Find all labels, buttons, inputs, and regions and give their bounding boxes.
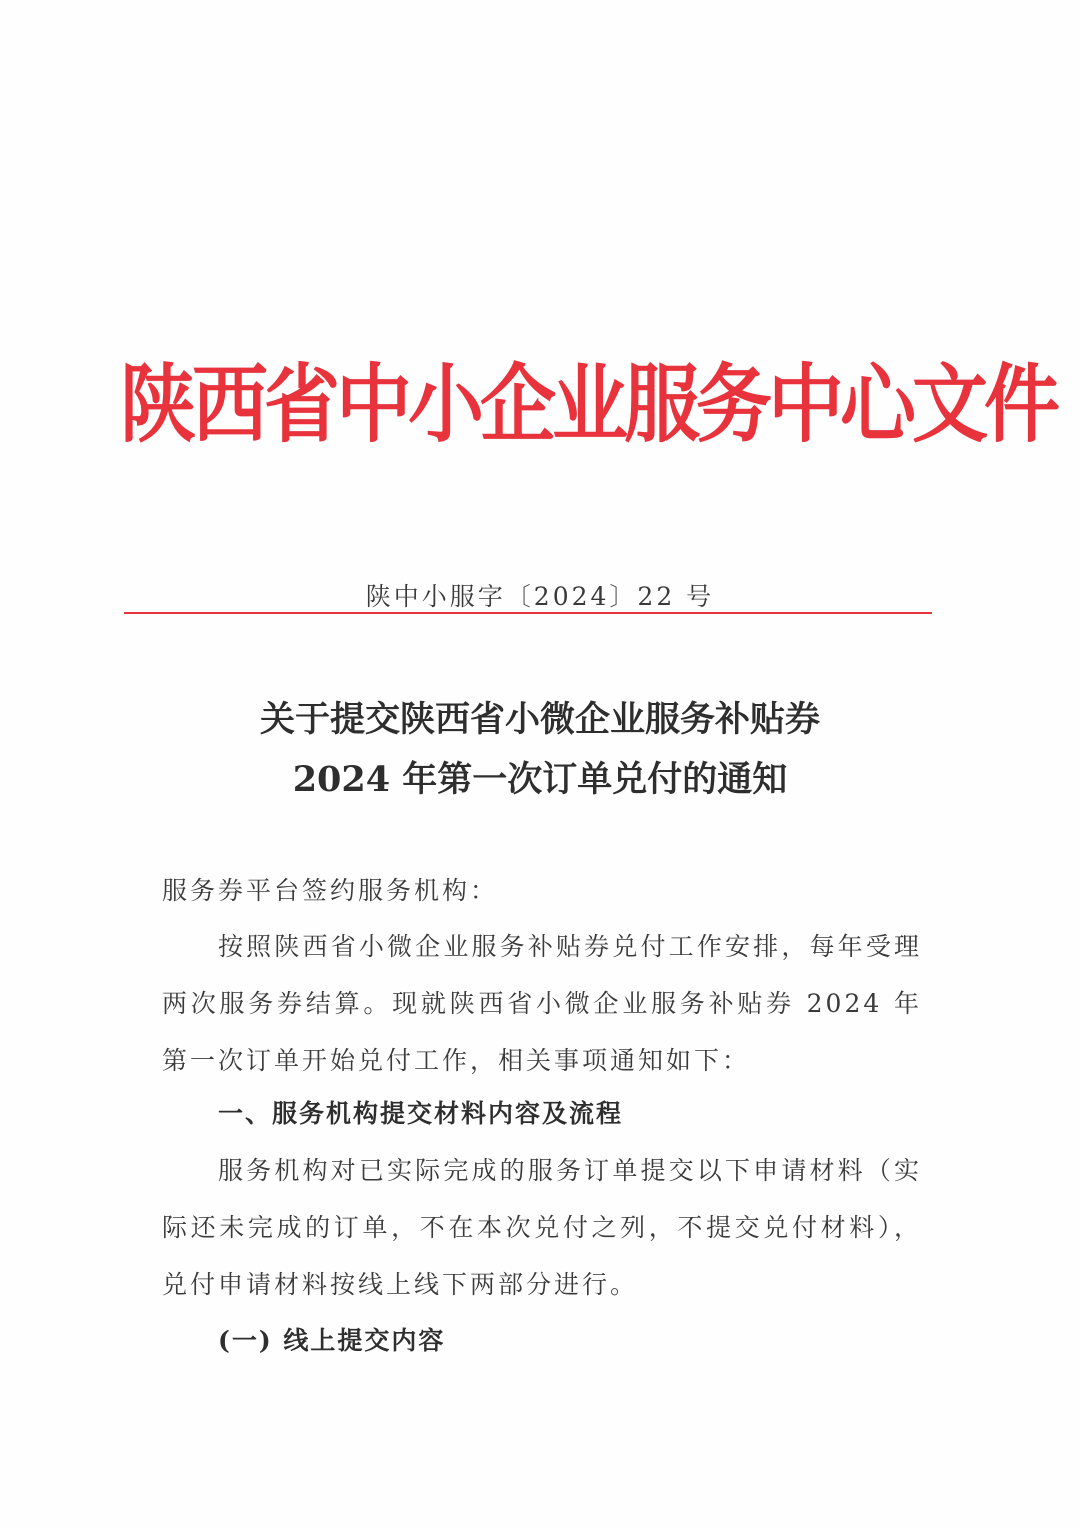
document-number: 陕中小服字〔2024〕22 号 xyxy=(365,582,715,611)
notice-title-line-2: 2024 年第一次订单兑付的通知 xyxy=(292,759,788,800)
section-heading-1: 一、服务机构提交材料内容及流程 xyxy=(218,1099,624,1128)
issuer-header-title: 陕西省中小企业服务中心文件 xyxy=(120,354,1056,455)
subsection-heading-1: (一) 线上提交内容 xyxy=(218,1326,446,1355)
salutation: 服务券平台签约服务机构： xyxy=(162,876,499,905)
body-paragraph-2: 服务机构对已实际完成的服务订单提交以下申请材料（实际还未完成的订单，不在本次兑付之列，不提交兑付材料），兑付申请材料按线上线下两部分进行。 xyxy=(162,1156,922,1299)
red-divider-line xyxy=(124,612,932,614)
notice-title-line-1: 关于提交陕西省小微企业服务补贴券 xyxy=(259,699,820,740)
body-paragraph-1: 按照陕西省小微企业服务补贴券兑付工作安排，每年受理两次服务券结算。现就陕西省小微企业服务补贴券 2024 年第一次订单开始兑付工作，相关事项通知如下： xyxy=(162,932,922,1075)
